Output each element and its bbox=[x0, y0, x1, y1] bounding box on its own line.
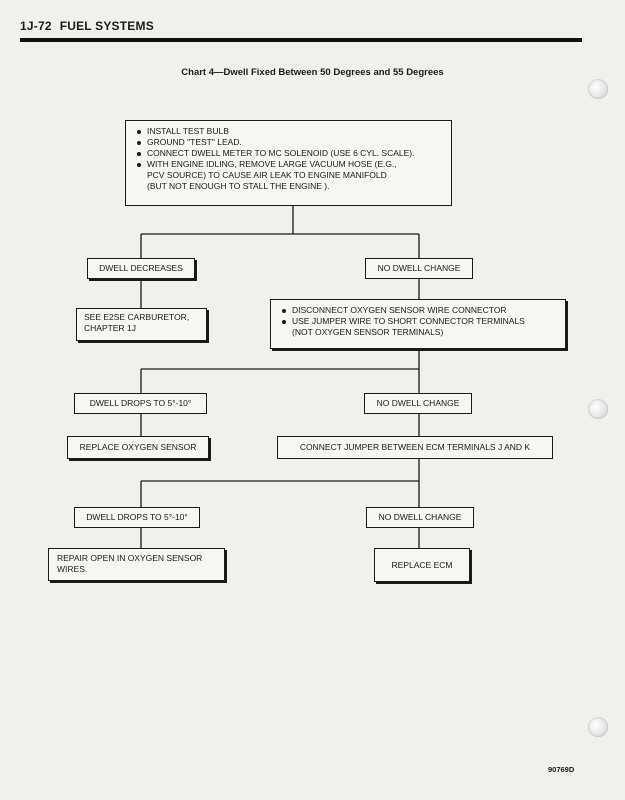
start-instructions-box bbox=[125, 120, 452, 206]
step-ground-test: GROUND "TEST" LEAD. bbox=[147, 137, 443, 148]
dwell-drops-box-2 bbox=[74, 507, 200, 528]
dwell-decreases-label: DWELL DECREASES bbox=[99, 263, 183, 273]
see-carburetor-box bbox=[76, 308, 207, 341]
page-number: 1J-72 bbox=[20, 19, 52, 33]
replace-oxygen-sensor-label: REPLACE OXYGEN SENSOR bbox=[79, 442, 197, 452]
disconnect-sensor-box bbox=[270, 299, 566, 349]
connect-jumper-box bbox=[277, 436, 553, 459]
repair-open-line-1: REPAIR OPEN IN OXYGEN SENSOR bbox=[57, 553, 203, 563]
no-dwell-change-label-2: NO DWELL CHANGE bbox=[376, 398, 460, 408]
step-connect-dwell: CONNECT DWELL METER TO MC SOLENOID (USE 6 CYL. SCALE). bbox=[147, 148, 443, 159]
figure-code: 90769D bbox=[548, 765, 575, 774]
connect-jumper-label: CONNECT JUMPER BETWEEN ECM TERMINALS J AND K bbox=[299, 442, 531, 452]
dwell-drops-label-2: DWELL DROPS TO 5°-10° bbox=[86, 512, 188, 522]
step-engine-idling-cont-2: (BUT NOT ENOUGH TO STALL THE ENGINE ). bbox=[147, 181, 330, 191]
no-dwell-change-label-3: NO DWELL CHANGE bbox=[378, 512, 462, 522]
no-dwell-change-box-3 bbox=[366, 507, 474, 528]
step-install-bulb: INSTALL TEST BULB bbox=[147, 126, 443, 137]
no-dwell-change-label-1: NO DWELL CHANGE bbox=[377, 263, 461, 273]
see-carburetor-line-2: CHAPTER 1J bbox=[84, 323, 136, 333]
step-use-jumper-cont: (NOT OXYGEN SENSOR TERMINALS) bbox=[292, 327, 444, 337]
no-dwell-change-box-2 bbox=[364, 393, 472, 414]
step-engine-idling: WITH ENGINE IDLING, REMOVE LARGE VACUUM HOSE (E.G., bbox=[147, 159, 443, 170]
repair-open-box bbox=[48, 548, 225, 581]
replace-oxygen-sensor-box bbox=[67, 436, 209, 459]
dwell-drops-label-1: DWELL DROPS TO 5°-10° bbox=[89, 398, 192, 408]
replace-ecm-box bbox=[374, 548, 470, 582]
chart-title: Chart 4—Dwell Fixed Between 50 Degrees and 55 Degrees bbox=[181, 67, 444, 78]
step-disconnect-connector: DISCONNECT OXYGEN SENSOR WIRE CONNECTOR bbox=[292, 305, 557, 316]
repair-open-line-2: WIRES. bbox=[57, 564, 88, 574]
dwell-decreases-box bbox=[87, 258, 195, 279]
step-use-jumper: USE JUMPER WIRE TO SHORT CONNECTOR TERMINALS bbox=[292, 316, 557, 327]
replace-ecm-label: REPLACE ECM bbox=[391, 559, 453, 570]
no-dwell-change-box-1 bbox=[365, 258, 473, 279]
see-carburetor-line-1: SEE E2SE CARBURETOR, bbox=[84, 312, 190, 322]
section-title: FUEL SYSTEMS bbox=[59, 19, 154, 33]
step-engine-idling-cont-1: PCV SOURCE) TO CAUSE AIR LEAK TO ENGINE MANIFOLD bbox=[147, 170, 387, 180]
dwell-drops-box-1 bbox=[74, 393, 207, 414]
